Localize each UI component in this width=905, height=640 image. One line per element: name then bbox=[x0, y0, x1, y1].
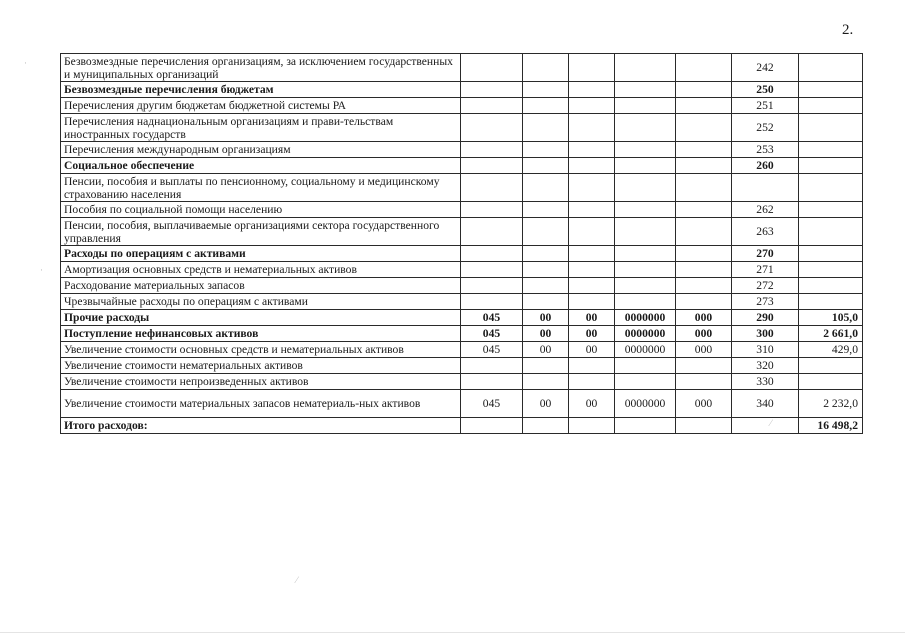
row-code-2: 00 bbox=[523, 310, 569, 326]
row-name: Увеличение стоимости материальных запасов нематериаль-ных активов bbox=[61, 390, 461, 418]
row-amount bbox=[799, 278, 863, 294]
row-code-3: 00 bbox=[569, 326, 615, 342]
row-amount: 2 232,0 bbox=[799, 390, 863, 418]
row-code-3 bbox=[569, 142, 615, 158]
row-code-2 bbox=[523, 262, 569, 278]
table-row bbox=[61, 142, 863, 158]
row-code-3: 00 bbox=[569, 310, 615, 326]
row-amount bbox=[799, 54, 863, 82]
row-code-2 bbox=[523, 358, 569, 374]
row-line-code: 260 bbox=[732, 158, 799, 174]
row-name: Увеличение стоимости непроизведенных активов bbox=[61, 374, 461, 390]
table-row bbox=[61, 278, 863, 294]
row-code-1 bbox=[461, 418, 523, 434]
row-line-code: 253 bbox=[732, 142, 799, 158]
row-name: Пособия по социальной помощи населению bbox=[61, 202, 461, 218]
row-code-5 bbox=[676, 142, 732, 158]
row-line-code: 340 bbox=[732, 390, 799, 418]
row-line-code: 272 bbox=[732, 278, 799, 294]
row-name: Социальное обеспечение bbox=[61, 158, 461, 174]
row-code-3: 00 bbox=[569, 390, 615, 418]
row-code-3 bbox=[569, 218, 615, 246]
row-code-5 bbox=[676, 294, 732, 310]
row-code-5 bbox=[676, 358, 732, 374]
row-code-5 bbox=[676, 114, 732, 142]
row-code-5: 000 bbox=[676, 310, 732, 326]
row-code-4: 0000000 bbox=[615, 326, 676, 342]
row-code-1 bbox=[461, 202, 523, 218]
row-code-3 bbox=[569, 246, 615, 262]
row-name: Увеличение стоимости основных средств и нематериальных активов bbox=[61, 342, 461, 358]
table-row bbox=[61, 358, 863, 374]
table-row bbox=[61, 326, 863, 342]
row-code-2 bbox=[523, 418, 569, 434]
row-code-1: 045 bbox=[461, 310, 523, 326]
table-row bbox=[61, 374, 863, 390]
row-code-5: 000 bbox=[676, 390, 732, 418]
row-code-1: 045 bbox=[461, 326, 523, 342]
row-name: Перечисления наднациональным организациям и прави-тельствам иностранных государств bbox=[61, 114, 461, 142]
row-code-1 bbox=[461, 218, 523, 246]
row-code-1 bbox=[461, 374, 523, 390]
row-line-code bbox=[732, 418, 799, 434]
row-code-2 bbox=[523, 246, 569, 262]
row-line-code: 270 bbox=[732, 246, 799, 262]
table-row bbox=[61, 98, 863, 114]
row-code-4: 0000000 bbox=[615, 310, 676, 326]
row-name: Итого расходов: bbox=[61, 418, 461, 434]
row-amount: 2 661,0 bbox=[799, 326, 863, 342]
row-code-5: 000 bbox=[676, 326, 732, 342]
row-amount bbox=[799, 294, 863, 310]
row-code-2: 00 bbox=[523, 326, 569, 342]
row-code-3 bbox=[569, 294, 615, 310]
row-code-5 bbox=[676, 202, 732, 218]
row-code-2 bbox=[523, 158, 569, 174]
row-code-4 bbox=[615, 246, 676, 262]
row-amount bbox=[799, 246, 863, 262]
row-code-1: 045 bbox=[461, 390, 523, 418]
row-amount bbox=[799, 218, 863, 246]
row-code-4 bbox=[615, 374, 676, 390]
row-line-code: 330 bbox=[732, 374, 799, 390]
row-code-4 bbox=[615, 418, 676, 434]
row-code-3 bbox=[569, 262, 615, 278]
row-name: Расходование материальных запасов bbox=[61, 278, 461, 294]
table-row bbox=[61, 390, 863, 418]
row-code-5 bbox=[676, 174, 732, 202]
row-code-5 bbox=[676, 246, 732, 262]
row-code-2 bbox=[523, 82, 569, 98]
row-code-4 bbox=[615, 158, 676, 174]
row-name: Прочие расходы bbox=[61, 310, 461, 326]
row-code-3 bbox=[569, 418, 615, 434]
table-row bbox=[61, 54, 863, 82]
row-name: Расходы по операциям с активами bbox=[61, 246, 461, 262]
row-code-5 bbox=[676, 158, 732, 174]
row-name: Чрезвычайные расходы по операциям с активами bbox=[61, 294, 461, 310]
table-row bbox=[61, 202, 863, 218]
row-amount bbox=[799, 358, 863, 374]
row-code-1 bbox=[461, 262, 523, 278]
expenditure-table bbox=[60, 53, 863, 434]
row-amount bbox=[799, 158, 863, 174]
row-line-code: 300 bbox=[732, 326, 799, 342]
row-code-5 bbox=[676, 54, 732, 82]
row-code-3: 00 bbox=[569, 342, 615, 358]
scan-edge-line bbox=[0, 632, 905, 633]
row-code-4 bbox=[615, 262, 676, 278]
row-line-code: 252 bbox=[732, 114, 799, 142]
row-code-3 bbox=[569, 54, 615, 82]
table-row bbox=[61, 158, 863, 174]
row-code-2 bbox=[523, 294, 569, 310]
row-code-3 bbox=[569, 358, 615, 374]
row-line-code: 271 bbox=[732, 262, 799, 278]
row-amount: 429,0 bbox=[799, 342, 863, 358]
scan-speck: ⁄ bbox=[296, 575, 298, 585]
row-code-4: 0000000 bbox=[615, 390, 676, 418]
row-code-3 bbox=[569, 98, 615, 114]
row-name: Перечисления другим бюджетам бюджетной системы РА bbox=[61, 98, 461, 114]
row-code-2: 00 bbox=[523, 390, 569, 418]
row-code-3 bbox=[569, 174, 615, 202]
row-code-4 bbox=[615, 174, 676, 202]
row-code-5: 000 bbox=[676, 342, 732, 358]
row-code-1 bbox=[461, 98, 523, 114]
row-code-1 bbox=[461, 158, 523, 174]
row-name: Безвозмездные перечисления организациям, за исключением государственных и муниципальных организаций bbox=[61, 54, 461, 82]
row-amount bbox=[799, 202, 863, 218]
row-code-3 bbox=[569, 158, 615, 174]
row-line-code: 250 bbox=[732, 82, 799, 98]
row-code-2: 00 bbox=[523, 342, 569, 358]
row-amount bbox=[799, 374, 863, 390]
row-name: Перечисления международным организациям bbox=[61, 142, 461, 158]
row-code-1 bbox=[461, 142, 523, 158]
row-code-2 bbox=[523, 374, 569, 390]
row-amount bbox=[799, 262, 863, 278]
row-code-5 bbox=[676, 278, 732, 294]
table-body bbox=[61, 54, 863, 434]
row-code-5 bbox=[676, 218, 732, 246]
row-amount: 16 498,2 bbox=[799, 418, 863, 434]
table-row bbox=[61, 418, 863, 434]
table-row bbox=[61, 342, 863, 358]
row-code-1 bbox=[461, 358, 523, 374]
row-code-3 bbox=[569, 82, 615, 98]
scan-speck: · bbox=[24, 58, 27, 68]
row-name: Поступление нефинансовых активов bbox=[61, 326, 461, 342]
scan-speck: · bbox=[40, 265, 43, 275]
row-code-2 bbox=[523, 218, 569, 246]
row-code-1 bbox=[461, 114, 523, 142]
table-row bbox=[61, 246, 863, 262]
row-line-code: 273 bbox=[732, 294, 799, 310]
row-line-code: 310 bbox=[732, 342, 799, 358]
row-code-1 bbox=[461, 246, 523, 262]
row-code-1 bbox=[461, 54, 523, 82]
row-name: Пенсии, пособия и выплаты по пенсионному, социальному и медицинскому страхованию населения bbox=[61, 174, 461, 202]
row-line-code bbox=[732, 174, 799, 202]
table-row bbox=[61, 262, 863, 278]
page-number: 2. bbox=[842, 22, 854, 38]
row-code-2 bbox=[523, 142, 569, 158]
row-code-5 bbox=[676, 374, 732, 390]
row-line-code: 320 bbox=[732, 358, 799, 374]
row-code-4 bbox=[615, 142, 676, 158]
row-code-2 bbox=[523, 202, 569, 218]
row-code-3 bbox=[569, 374, 615, 390]
row-code-1 bbox=[461, 174, 523, 202]
row-code-4 bbox=[615, 278, 676, 294]
row-name: Пенсии, пособия, выплачиваемые организациями сектора государственного управления bbox=[61, 218, 461, 246]
table-row bbox=[61, 294, 863, 310]
row-code-4 bbox=[615, 358, 676, 374]
row-amount bbox=[799, 98, 863, 114]
row-code-2 bbox=[523, 98, 569, 114]
row-code-4 bbox=[615, 54, 676, 82]
row-line-code: 251 bbox=[732, 98, 799, 114]
row-amount: 105,0 bbox=[799, 310, 863, 326]
row-code-4 bbox=[615, 82, 676, 98]
table-row bbox=[61, 82, 863, 98]
scan-speck: ⁄ bbox=[770, 418, 772, 428]
row-code-5 bbox=[676, 98, 732, 114]
row-code-3 bbox=[569, 278, 615, 294]
row-code-4 bbox=[615, 98, 676, 114]
row-code-2 bbox=[523, 54, 569, 82]
row-code-5 bbox=[676, 82, 732, 98]
row-code-1: 045 bbox=[461, 342, 523, 358]
row-code-5 bbox=[676, 262, 732, 278]
row-amount bbox=[799, 82, 863, 98]
row-line-code: 263 bbox=[732, 218, 799, 246]
row-amount bbox=[799, 114, 863, 142]
row-name: Увеличение стоимости нематериальных активов bbox=[61, 358, 461, 374]
row-amount bbox=[799, 174, 863, 202]
row-code-4 bbox=[615, 294, 676, 310]
row-code-1 bbox=[461, 278, 523, 294]
row-line-code: 290 bbox=[732, 310, 799, 326]
table-row bbox=[61, 114, 863, 142]
row-amount bbox=[799, 142, 863, 158]
row-line-code: 242 bbox=[732, 54, 799, 82]
row-code-4 bbox=[615, 218, 676, 246]
row-code-2 bbox=[523, 278, 569, 294]
row-code-2 bbox=[523, 114, 569, 142]
row-code-4 bbox=[615, 202, 676, 218]
row-code-4 bbox=[615, 114, 676, 142]
row-code-1 bbox=[461, 82, 523, 98]
table-row bbox=[61, 218, 863, 246]
row-code-2 bbox=[523, 174, 569, 202]
row-code-3 bbox=[569, 114, 615, 142]
row-code-1 bbox=[461, 294, 523, 310]
row-name: Амортизация основных средств и нематериальных активов bbox=[61, 262, 461, 278]
row-code-4: 0000000 bbox=[615, 342, 676, 358]
table-row bbox=[61, 174, 863, 202]
row-line-code: 262 bbox=[732, 202, 799, 218]
row-code-5 bbox=[676, 418, 732, 434]
row-code-3 bbox=[569, 202, 615, 218]
table-row bbox=[61, 310, 863, 326]
row-name: Безвозмездные перечисления бюджетам bbox=[61, 82, 461, 98]
